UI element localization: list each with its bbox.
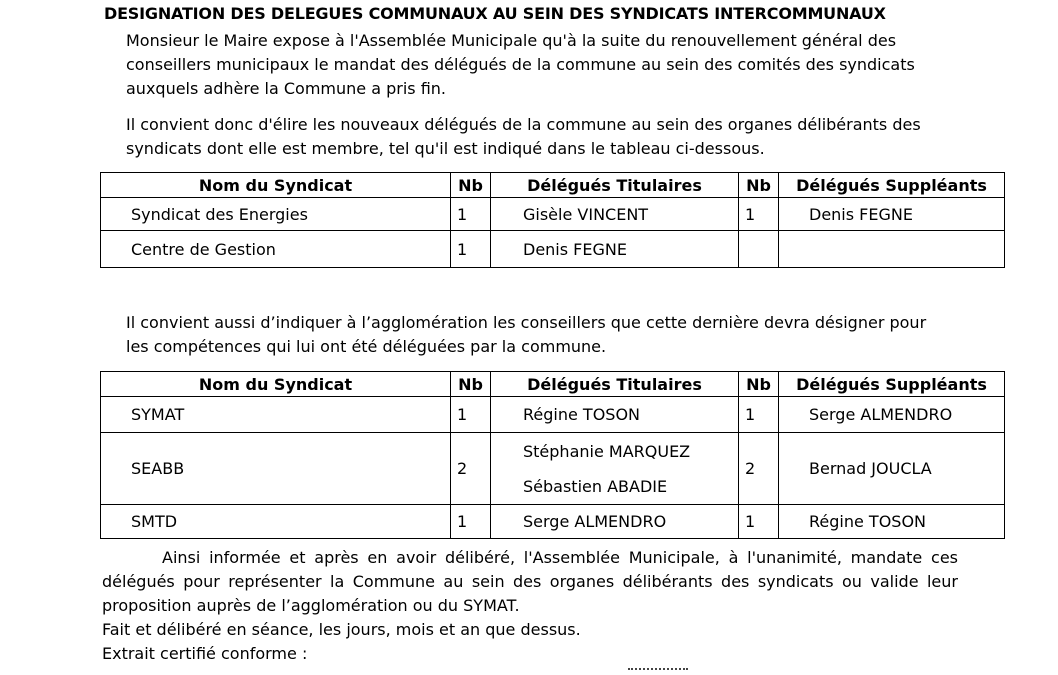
header-nom-syndicat: Nom du Syndicat	[101, 173, 451, 198]
intro-line: auxquels adhère la Commune a pris fin.	[126, 79, 446, 98]
nb-cell: 1	[451, 397, 491, 433]
agglo-line: les compétences qui lui ont été déléguées par la commune.	[126, 337, 607, 356]
document-title: DESIGNATION DES DELEGUES COMMUNAUX AU SEIN DES SYNDICATS INTERCOMMUNAUX	[104, 4, 886, 23]
nb-cell: 1	[739, 505, 779, 539]
table-row	[101, 198, 1005, 231]
closing-paragraph	[102, 546, 958, 666]
suppleant-cell: Bernad JOUCLA	[779, 433, 1005, 505]
header-nom-syndicat: Nom du Syndicat	[101, 372, 451, 397]
closing-line: délégués pour représenter la Commune au sein des organes délibérants des syndicats ou valide leur	[102, 572, 958, 591]
table-header-row	[101, 372, 1005, 397]
nb-cell: 1	[451, 505, 491, 539]
intro-line: conseillers municipaux le mandat des délégués de la commune au sein des comités des syndicats	[126, 55, 915, 74]
table-row	[101, 505, 1005, 539]
header-nb: Nb	[739, 173, 779, 198]
closing-line: proposition auprès de l’agglomération ou du SYMAT.	[102, 596, 520, 615]
table-header-row	[101, 173, 1005, 198]
suppleant-cell: Régine TOSON	[779, 505, 1005, 539]
table-row	[101, 397, 1005, 433]
closing-line: Ainsi informée et après en avoir délibéré, l'Assemblée Municipale, à l'unanimité, mandate ces	[162, 548, 958, 567]
titulaire-cell	[491, 433, 739, 505]
nb-cell: 2	[451, 433, 491, 505]
titulaire-cell: Serge ALMENDRO	[491, 505, 739, 539]
header-titulaires: Délégués Titulaires	[491, 173, 739, 198]
closing-line: Extrait certifié conforme :	[102, 644, 308, 663]
table-row	[101, 231, 1005, 268]
elect-paragraph	[126, 113, 921, 161]
agglo-paragraph	[126, 311, 926, 359]
nb-cell: 1	[739, 397, 779, 433]
intro-line: Monsieur le Maire expose à l'Assemblée Municipale qu'à la suite du renouvellement général des	[126, 31, 897, 50]
syndicat-name-cell: SEABB	[101, 433, 451, 505]
suppleant-cell: Serge ALMENDRO	[779, 397, 1005, 433]
titulaire-cell: Denis FEGNE	[491, 231, 739, 268]
intro-paragraph	[126, 29, 915, 101]
titulaire-cell: Régine TOSON	[491, 397, 739, 433]
titulaire-name: Sébastien ABADIE	[523, 476, 668, 496]
nb-cell: 1	[451, 231, 491, 268]
agglo-line: Il convient aussi d’indiquer à l’agglomération les conseillers que cette dernière devra désigner pour	[126, 313, 927, 332]
table-row	[101, 433, 1005, 505]
header-nb: Nb	[451, 173, 491, 198]
syndicat-name-cell: SMTD	[101, 505, 451, 539]
header-titulaires: Délégués Titulaires	[491, 372, 739, 397]
titulaire-cell: Gisèle VINCENT	[491, 198, 739, 231]
nb-cell: 1	[739, 198, 779, 231]
nb-cell: 2	[739, 433, 779, 505]
suppleant-cell	[779, 231, 1005, 268]
header-suppleants: Délégués Suppléants	[779, 173, 1005, 198]
syndicat-name-cell: Syndicat des Energies	[101, 198, 451, 231]
titulaire-name: Stéphanie MARQUEZ	[523, 441, 691, 461]
agglomeration-table	[100, 371, 1005, 539]
syndicat-name-cell: SYMAT	[101, 397, 451, 433]
elect-line: syndicats dont elle est membre, tel qu'il est indiqué dans le tableau ci-dessous.	[126, 139, 765, 158]
elect-line: Il convient donc d'élire les nouveaux délégués de la commune au sein des organes délibérants des	[126, 115, 921, 134]
syndicats-table	[100, 172, 1005, 268]
closing-line: Fait et délibéré en séance, les jours, mois et an que dessus.	[102, 620, 581, 639]
syndicat-name-cell: Centre de Gestion	[101, 231, 451, 268]
nb-cell: 1	[451, 198, 491, 231]
suppleant-cell: Denis FEGNE	[779, 198, 1005, 231]
header-nb: Nb	[739, 372, 779, 397]
nb-cell	[739, 231, 779, 268]
header-nb: Nb	[451, 372, 491, 397]
signature-mark	[628, 668, 688, 674]
header-suppleants: Délégués Suppléants	[779, 372, 1005, 397]
